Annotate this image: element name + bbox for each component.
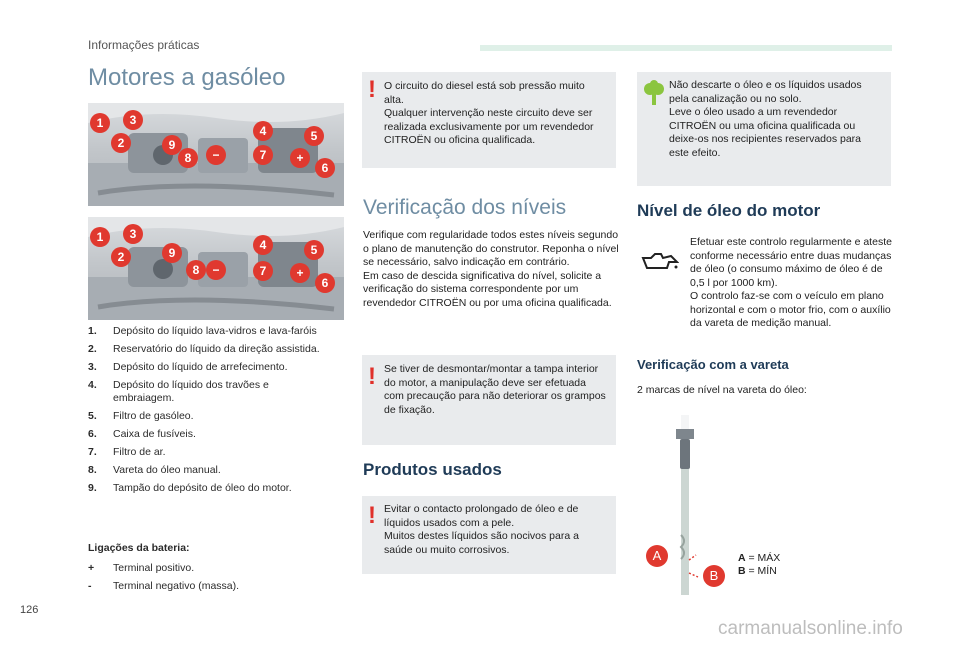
item-text: Vareta do óleo manual. [113,464,221,476]
item-number: 8. [88,464,97,476]
list-item [88,410,348,423]
item-number: 5. [88,410,97,422]
item-number: 3. [88,361,97,373]
list-item [88,464,348,477]
section-title-dipstick: Verificação com a vareta [637,357,789,372]
component-list [88,325,348,500]
badge: 5 [304,126,324,146]
list-item [88,580,348,593]
badge: 2 [111,247,131,267]
list-item [88,343,348,356]
section-divider [480,45,892,51]
item-text: Caixa de fusíveis. [113,428,196,440]
page-title: Motores a gasóleo [88,64,286,91]
battery-list [88,562,348,598]
section-title-levels: Verificação dos níveis [363,196,567,219]
eco-note-box [637,72,891,186]
item-text: Filtro de ar. [113,446,166,458]
badge: 7 [253,145,273,165]
badge: 1 [90,227,110,247]
warning-icon: ! [368,502,376,529]
oil-can-icon [641,250,679,272]
list-item [88,325,348,338]
list-item [88,428,348,441]
item-number: 2. [88,343,97,355]
item-text: Filtro de gasóleo. [113,410,194,422]
section-title-oil-level: Nível de óleo do motor [637,201,821,220]
engine-photo-bottom [88,217,344,320]
terminal-text: Terminal negativo (massa). [113,580,240,592]
badge: + [290,148,310,168]
badge: 9 [162,243,182,263]
legend-max [738,552,780,566]
badge: 4 [253,121,273,141]
legend-min [738,565,777,579]
terminal-text: Terminal positivo. [113,562,195,574]
battery-heading: Ligações da bateria: [88,542,190,554]
watermark: carmanualsonline.info [718,618,903,639]
badge: 5 [304,240,324,260]
legend-value: = MÁX [745,552,781,564]
badge: 7 [253,261,273,281]
eco-note-text: Não descarte o óleo e os líquidos usados pela canalização ou no solo. Leve o óleo usado a um revendedor CITROËN ou uma oficina qualificada ou deixe-os nos recipientes reservados para este efeito. [669,79,862,159]
dipstick-text: 2 marcas de nível na vareta do óleo: [637,384,807,396]
warning-text: O circuito do diesel está sob pressão muito alta. Qualquer intervenção neste circuito deve ser realizada exclusivamente por um revendedor CITROËN ou oficina qualificada. [384,80,594,146]
item-number: 4. [88,379,97,391]
oil-level-text: Efetuar este controlo regularmente e ateste conforme necessário entre duas mudanças de óleo (o consumo máximo de óleo é de 0,5 l por 1000 km). O controlo faz-se com o veículo em plano horizontal e com o motor frio, com o auxílio da vareta de medição manual. [690,236,892,329]
tree-eco-icon [643,80,665,108]
badge: 3 [123,224,143,244]
badge: 8 [186,260,206,280]
terminal-symbol: + [88,562,95,574]
badge: 8 [178,148,198,168]
engine-photo-top [88,103,344,206]
mark-a-badge: A [646,545,668,567]
warning-box-cover [362,355,616,445]
item-number: 1. [88,325,97,337]
item-text: Reservatório do líquido da direção assistida. [113,343,320,355]
warning-icon: ! [368,76,376,103]
item-number: 7. [88,446,97,458]
levels-paragraph: Verifique com regularidade todos estes níveis segundo o plano de manutenção do construtor. Reponha o nível se necessário, salvo indicação em contrário. Em caso de descida significativa do nível, solicite a verificação do sistema correspondente por um revendedor CITROËN ou por uma oficina qualificada. [363,229,619,309]
badge: 1 [90,113,110,133]
badge: 6 [315,273,335,293]
mark-b-badge: B [703,565,725,587]
badge: 3 [123,110,143,130]
list-item [88,361,348,374]
item-text: Depósito do líquido de arrefecimento. [113,361,288,373]
warning-box-products [362,496,616,574]
list-item [88,562,348,575]
badge: − [206,260,226,280]
badge: 2 [111,133,131,153]
item-text: Depósito do líquido lava-vidros e lava-faróis [113,325,317,337]
warning-icon: ! [368,363,376,390]
item-number: 6. [88,428,97,440]
legend-key: A [738,552,746,564]
badge: 9 [162,135,182,155]
badge: 4 [253,235,273,255]
warning-text: Evitar o contacto prolongado de óleo e de líquidos usados com a pele. Muitos destes líquidos são nocivos para a saúde ou muito corrosivos. [384,503,579,556]
badge: + [290,263,310,283]
badge: 6 [315,158,335,178]
item-number: 9. [88,482,97,494]
list-item [88,446,348,459]
warning-box-pressure [362,72,616,168]
badge: − [206,145,226,165]
list-item [88,482,348,495]
page-number: 126 [20,604,39,616]
legend-value: = MÍN [745,565,777,577]
section-title-products: Produtos usados [363,460,502,479]
item-text: Tampão do depósito de óleo do motor. [113,482,292,494]
list-item [88,379,348,405]
section-title: Informações práticas [88,38,200,52]
terminal-symbol: - [88,580,92,592]
legend-key: B [738,565,746,577]
warning-text: Se tiver de desmontar/montar a tampa interior do motor, a manipulação deve ser efetuada com precaução para não deteriorar os grampos de fixação. [384,363,606,416]
item-text: Depósito do líquido dos travões e embraiagem. [113,379,269,404]
